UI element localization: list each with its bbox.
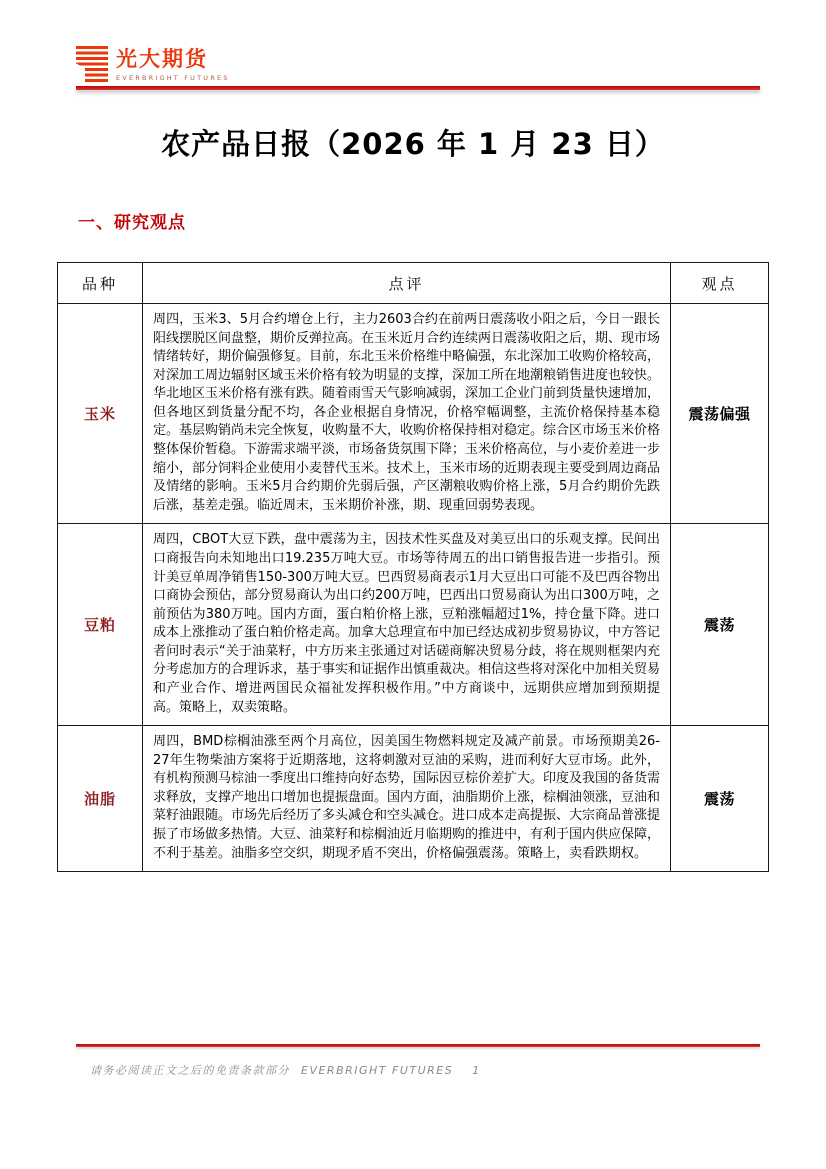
col-header-view: 观点 xyxy=(671,263,769,304)
footer-divider xyxy=(76,1044,760,1047)
table-row-oils xyxy=(58,726,769,872)
logo-text-block xyxy=(116,46,230,82)
everbright-logo xyxy=(76,46,230,82)
view-soybean-meal: 震荡 xyxy=(671,524,769,726)
header-divider xyxy=(76,86,760,90)
comment-soybean-meal: 周四，CBOT大豆下跌，盘中震荡为主，因技术性买盘及对美豆出口的乐观支撑。民间出口商报告向未知地出口19.235万吨大豆。市场等待周五的出口销售报告进一步指引。预计美豆单周净销售150-300万吨大豆。巴西贸易商表示1月大豆出口可能不及巴西谷物出口商协会预估，部分贸易商认为出口约200万吨，巴西出口贸易商认为出口300万吨，之前预估为380万吨。国内方面，蛋白粕价格上涨，豆粕涨幅超过1%，持仓量下降。进口成本上涨推动了蛋白粕价格走高。加拿大总理宣布中加已经达成初步贸易协议，中方答记者问时表示“关于油菜籽，中方历来主张通过对话磋商解决贸易分歧，将在规则框架内充分考虑加方的合理诉求，基于事实和证据作出慎重裁决。相信这些将对深化中加相关贸易和产业合作、增进两国民众福祉发挥积极作用。”中方商谈中，远期供应增加到预期提高。策略上，双卖策略。 xyxy=(143,524,671,726)
view-corn: 震荡偏强 xyxy=(671,304,769,524)
page-number: 1 xyxy=(472,1064,481,1077)
variety-oils: 油脂 xyxy=(58,726,143,872)
variety-soybean-meal: 豆粕 xyxy=(58,524,143,726)
comment-corn: 周四，玉米3、5月合约增仓上行，主力2603合约在前两日震荡收小阳之后，今日一跟长阳线摆脱区间盘整，期价反弹拉高。在玉米近月合约连续两日震荡收阳之后，期、现市场情绪转好，期价偏强修复。目前，东北玉米价格维中略偏强，东北深加工收购价格较高，对深加工周边辐射区域玉米价格有较为明显的支撑，深加工所在地潮粮销售进度也较快。华北地区玉米价格有涨有跌。随着雨雪天气影响减弱，深加工企业门前到货量快速增加，但各地区到货量分配不均，各企业根据自身情况，价格窄幅调整，主流价格保持基本稳定。基层购销尚未完全恢复，收购量不大，收购价格保持相对稳定。综合区市场玉米价格整体保价暂稳。下游需求端平淡，市场备货氛围下降；玉米价格高位，与小麦价差进一步缩小，部分饲料企业使用小麦替代玉米。技术上，玉米市场的近期表现主要受到周边商品及情绪的影响。玉米5月合约期价先弱后强，产区潮粮收购价格上涨，5月合约期价先跌后涨，基差走强。临近周末，玉米期价补涨，期、现重回弱势表现。 xyxy=(143,304,671,524)
section-heading: 一、研究观点 xyxy=(78,213,186,233)
col-header-comment: 点评 xyxy=(143,263,671,304)
col-header-variety: 品种 xyxy=(58,263,143,304)
report-title: 农产品日报（2026 年 1 月 23 日） xyxy=(161,127,665,161)
footer-brand: EVERBRIGHT FUTURES xyxy=(301,1064,454,1077)
variety-corn: 玉米 xyxy=(58,304,143,524)
logo-text: 光大期货 xyxy=(116,47,208,71)
comment-oils: 周四，BMD棕榈油涨至两个月高位，因美国生物燃料规定及减产前景。市场预期美26-27年生物柴油方案将于近期落地，这将刺激对豆油的采购，进而利好大豆市场。此外，有机构预测马棕油一季度出口维持向好态势，国际因豆棕价差扩大。印度及我国的备货需求释放，支撑产地出口增加也提振盘面。国内方面，油脂期价上涨，棕榈油领涨，豆油和菜籽油跟随。市场先后经历了多头减仓和空头减仓。进口成本走高提振、大宗商品普涨提振了市场做多热情。大豆、油菜籽和棕榈油近月临期购的推进中，有利于国内供应保障，不利于基差。油脂多空交织，期现矛盾不突出，价格偏强震荡。策略上，卖看跌期权。 xyxy=(143,726,671,872)
table-row-corn xyxy=(58,304,769,524)
footer-disclaimer xyxy=(90,1062,481,1078)
view-oils: 震荡 xyxy=(671,726,769,872)
table-header-row xyxy=(58,263,769,304)
disclaimer-text: 请务必阅读正文之后的免责条款部分 xyxy=(90,1064,290,1077)
logo-subtext: EVERBRIGHT FUTURES xyxy=(116,74,230,82)
viewpoints-table xyxy=(57,262,769,872)
table-row-soybean-meal xyxy=(58,524,769,726)
everbright-logo-icon xyxy=(76,46,108,82)
